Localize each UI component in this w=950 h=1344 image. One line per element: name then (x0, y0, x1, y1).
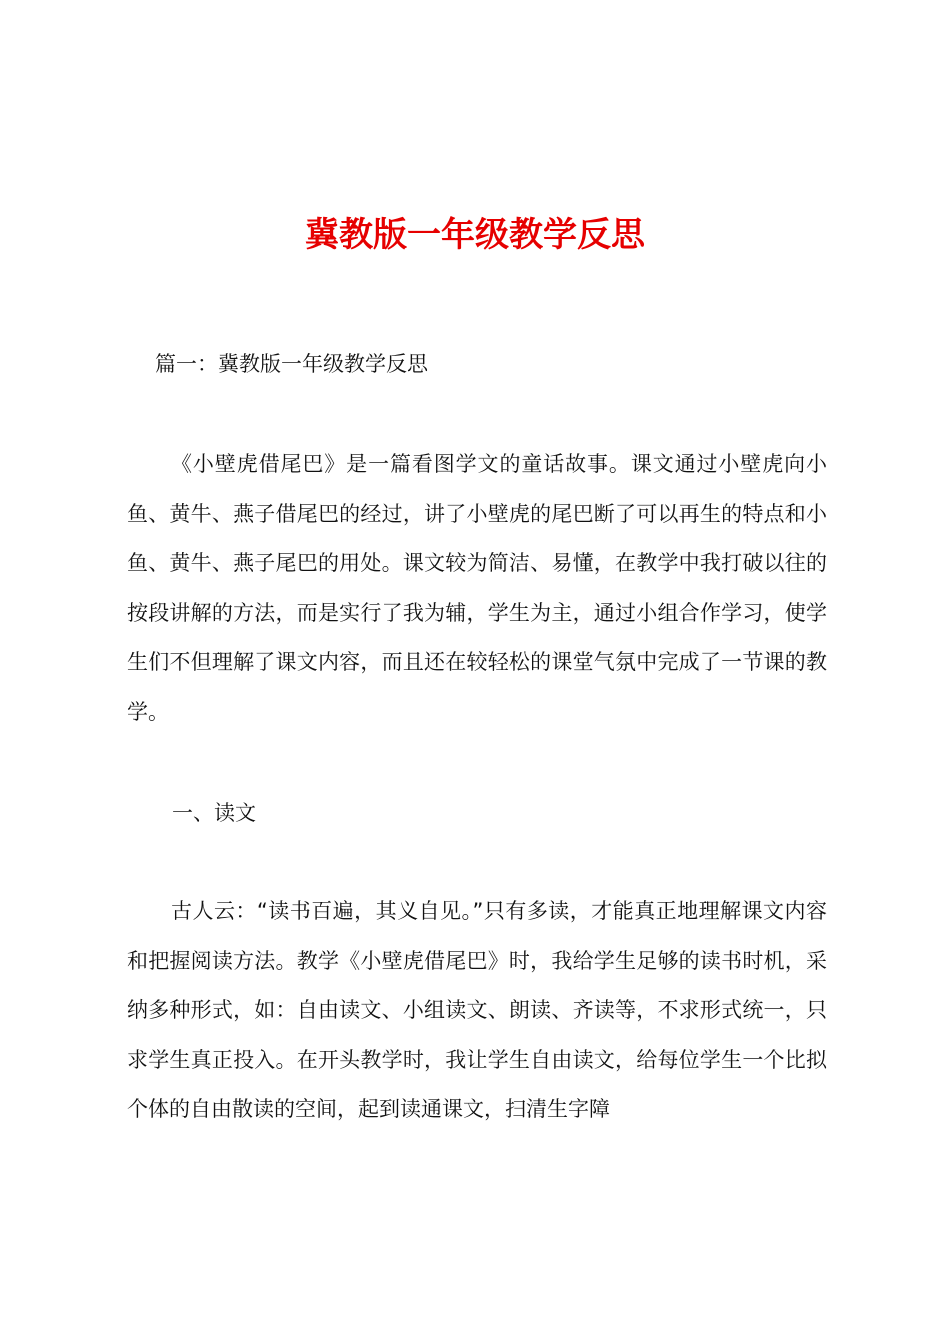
body-paragraph: 古人云：“读书百遍，其义自见。”只有多读，才能真正地理解课文内容和把握阅读方法。教学《小壁虎借尾巴》时，我给学生足够的读书时机，采纳多种形式，如：自由读文、小组读文、朗读、齐读等，不求形式统一，只求学生真正投入。在开头教学时，我让学生自由读文，给每位学生一个比拟个体的自由散读的空间，起到读通课文，扫清生字障 (127, 899, 827, 1121)
section-heading: 一、读文 (172, 801, 256, 825)
document-title: 冀教版一年级教学反思 (305, 215, 645, 255)
body-paragraph: 《小壁虎借尾巴》是一篇看图学文的童话故事。课文通过小壁虎向小鱼、黄牛、燕子借尾巴的经过，讲了小壁虎的尾巴断了可以再生的特点和小鱼、黄牛、燕子尾巴的用处。课文较为简洁、易懂，在教学中我打破以往的按段讲解的方法，而是实行了我为辅，学生为主，通过小组合作学习，使学生们不但理解了课文内容，而且还在较轻松的课堂气氛中完成了一节课的教学。 (127, 452, 827, 724)
document-subtitle: 篇一：冀教版一年级教学反思 (155, 352, 428, 376)
